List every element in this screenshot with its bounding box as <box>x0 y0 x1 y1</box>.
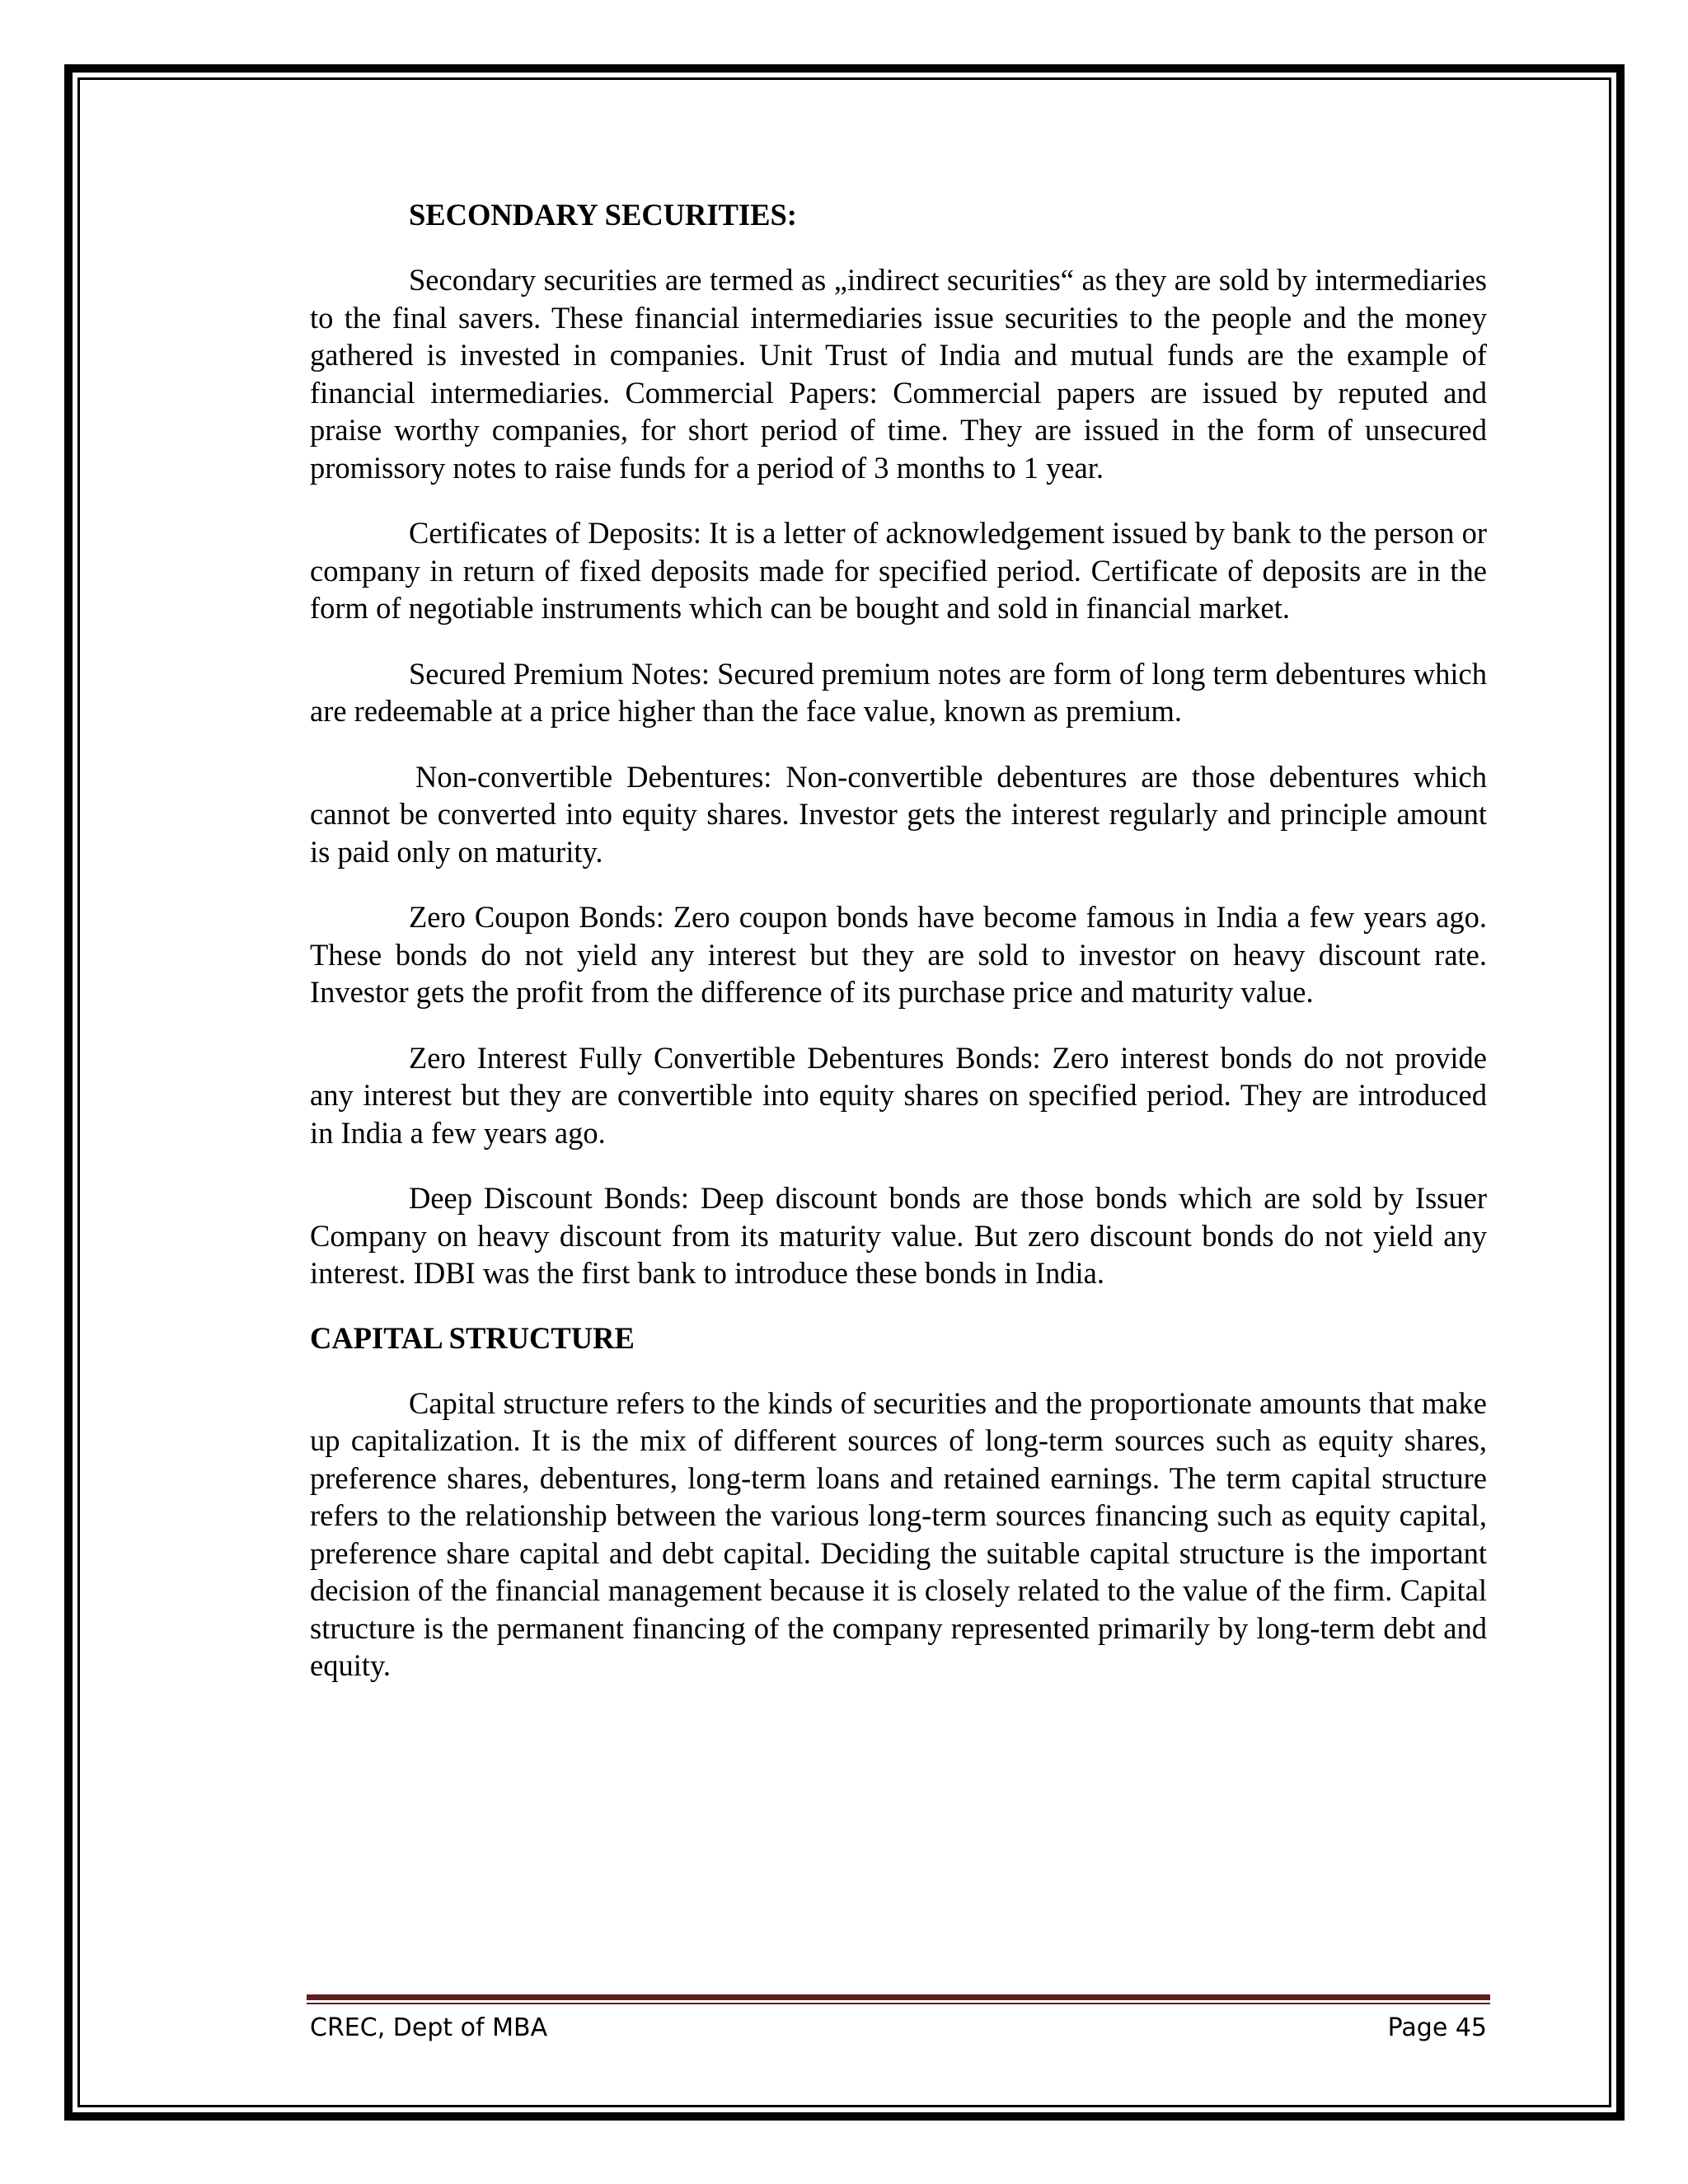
footer-department: CREC, Dept of MBA <box>310 2013 548 2042</box>
paragraph: Secured Premium Notes: Secured premium notes are form of long term debentures which are redeemable at a price higher than the face value, known as premium. <box>310 656 1487 728</box>
paragraph: Capital structure refers to the kinds of securities and the proportionate amounts that make up capitalization. It is the mix of different sources of long-term sources such as equity shares, preference shares, debentures, long-term loans and retained earnings. The term capital structure refers to the relationship between the various long-term sources financing such as equity capital, preference share capital and debt capital. Deciding the suitable capital structure is the important decision of the financial management because it is closely related to the value of the firm. Capital structure is the permanent financing of the company represented primarily by long-term debt and equity. <box>310 1385 1487 1682</box>
footer-page-number: Page 45 <box>1387 2013 1487 2042</box>
paragraph: Certificates of Deposits: It is a letter of acknowledgement issued by bank to the person or company in return of fixed deposits made for specified period. Certificate of deposits are in the form of negotiable instruments which can be bought and sold in financial market. <box>310 516 1487 625</box>
footer-rule <box>307 1994 1490 2005</box>
paragraph: Zero Interest Fully Convertible Debentures Bonds: Zero interest bonds do not provide any interest but they are convertible into equity shares on specified period. They are introduced in India a few years ago. <box>310 1040 1487 1150</box>
page-footer <box>310 2012 1487 2045</box>
footer-rule-thin <box>307 2003 1490 2004</box>
paragraph: Non-convertible Debentures: Non-convertible debentures are those debentures which cannot be converted into equity shares. Investor gets the interest regularly and principle amount is paid only on maturity. <box>310 759 1487 869</box>
section-heading-capital-structure: CAPITAL STRUCTURE <box>310 1320 635 1355</box>
footer-rule-thick <box>307 1994 1490 2000</box>
paragraph: Zero Coupon Bonds: Zero coupon bonds have become famous in India a few years ago. These bonds do not yield any interest but they are sold to investor on heavy discount rate. Investor gets the profit from the difference of its purchase price and maturity value. <box>310 900 1487 1009</box>
paragraph: Secondary securities are termed as „indirect securities“ as they are sold by intermediaries to the final savers. These financial intermediaries issue securities to the people and the money gathered is invested in companies. Unit Trust of India and mutual funds are the example of financial intermediaries. Commercial Papers: Commercial papers are issued by reputed and praise worthy companies, for short period of time. They are issued in the form of unsecured promissory notes to raise funds for a period of 3 months to 1 year. <box>310 263 1487 485</box>
paragraph: Deep Discount Bonds: Deep discount bonds are those bonds which are sold by Issuer Company on heavy discount from its maturity value. But zero discount bonds do not yield any interest. IDBI was the first bank to introduce these bonds in India. <box>310 1181 1487 1290</box>
section-heading-secondary-securities: SECONDARY SECURITIES: <box>409 198 797 232</box>
document-body <box>310 196 1487 1685</box>
